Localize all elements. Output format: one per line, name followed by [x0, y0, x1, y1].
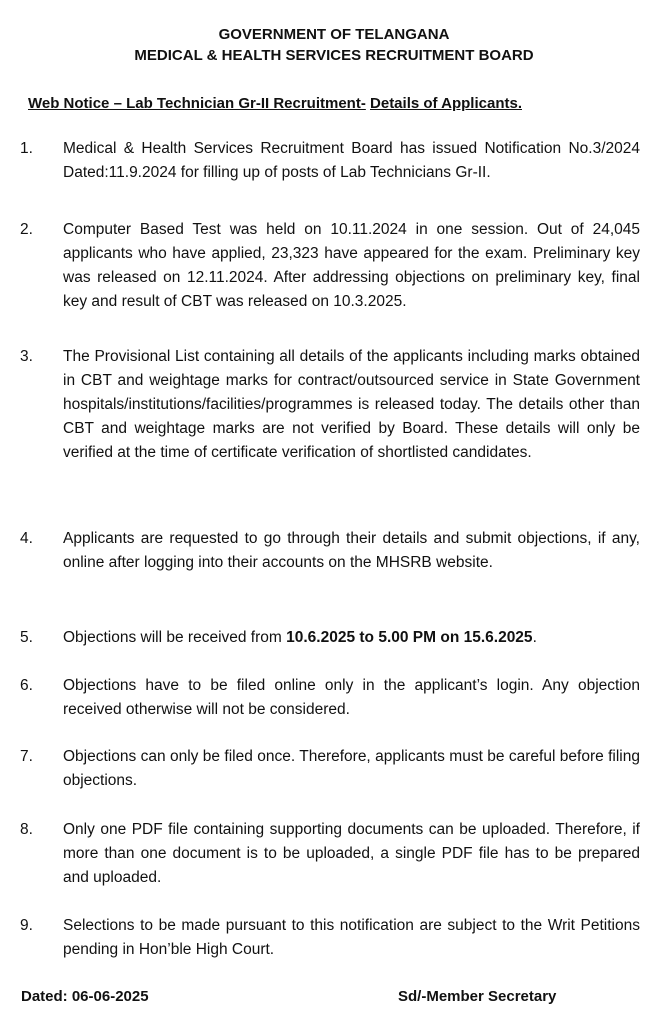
item-number: 8.: [20, 821, 33, 838]
item-number: 3.: [20, 348, 33, 365]
item-text: Applicants are requested to go through their details and submit objections, if any, online after logging into their accounts on the MHSRB website.: [63, 530, 640, 571]
notice-date: Dated: 06-06-2025: [21, 988, 149, 1005]
item-number: 4.: [20, 530, 33, 547]
item-number: 5.: [20, 629, 33, 646]
item-text: Objections can only be filed once. Therefore, applicants must be careful before filing objections.: [63, 748, 640, 789]
item-text-after: .: [532, 629, 537, 646]
objection-dates: 10.6.2025 to 5.00 PM on 15.6.2025: [286, 629, 533, 646]
item-number: 1.: [20, 140, 33, 157]
header-government: GOVERNMENT OF TELANGANA: [218, 26, 450, 43]
item-text: Selections to be made pursuant to this notification are subject to the Writ Petitions pending in Hon’ble High Court.: [63, 917, 640, 958]
item-text: Only one PDF file containing supporting documents can be uploaded. Therefore, if more than one document is to be uploaded, a single PDF file has to be prepared and uploaded.: [63, 821, 640, 886]
notice-title: [28, 94, 522, 114]
item-text: [63, 626, 640, 650]
item-number: 2.: [20, 221, 33, 238]
header: [0, 24, 668, 66]
notice-title-part1: Web Notice – Lab Technician Gr-II Recruitment-: [28, 95, 366, 112]
item-number: 9.: [20, 917, 33, 934]
item-text: Objections have to be filed online only in the applicant’s login. Any objection received otherwise will not be considered.: [63, 677, 640, 718]
item-number: 6.: [20, 677, 33, 694]
item-text: The Provisional List containing all details of the applicants including marks obtained in CBT and weightage marks for contract/outsourced service in State Government hospitals/institutions/facilities/programmes is released today. The details other than CBT and weightage marks are not verified by Board. These details will only be verified at the time of certificate verification of shortlisted candidates.: [63, 348, 640, 461]
notice-title-part3: Details of Applicants.: [370, 95, 522, 112]
item-number: 7.: [20, 748, 33, 765]
item-text: Computer Based Test was held on 10.11.2024 in one session. Out of 24,045 applicants who have applied, 23,323 have appeared for the exam. Preliminary key was released on 12.11.2024. After addressing objections on preliminary key, final key and result of CBT was released on 10.3.2025.: [63, 221, 640, 310]
header-board: MEDICAL & HEALTH SERVICES RECRUITMENT BOARD: [134, 47, 534, 64]
item-text-before: Objections will be received from: [63, 629, 287, 646]
signature: Sd/-Member Secretary: [398, 988, 557, 1005]
item-text: Medical & Health Services Recruitment Board has issued Notification No.3/2024 Dated:11.9.2024 for filling up of posts of Lab Technicians Gr-II.: [63, 140, 640, 181]
